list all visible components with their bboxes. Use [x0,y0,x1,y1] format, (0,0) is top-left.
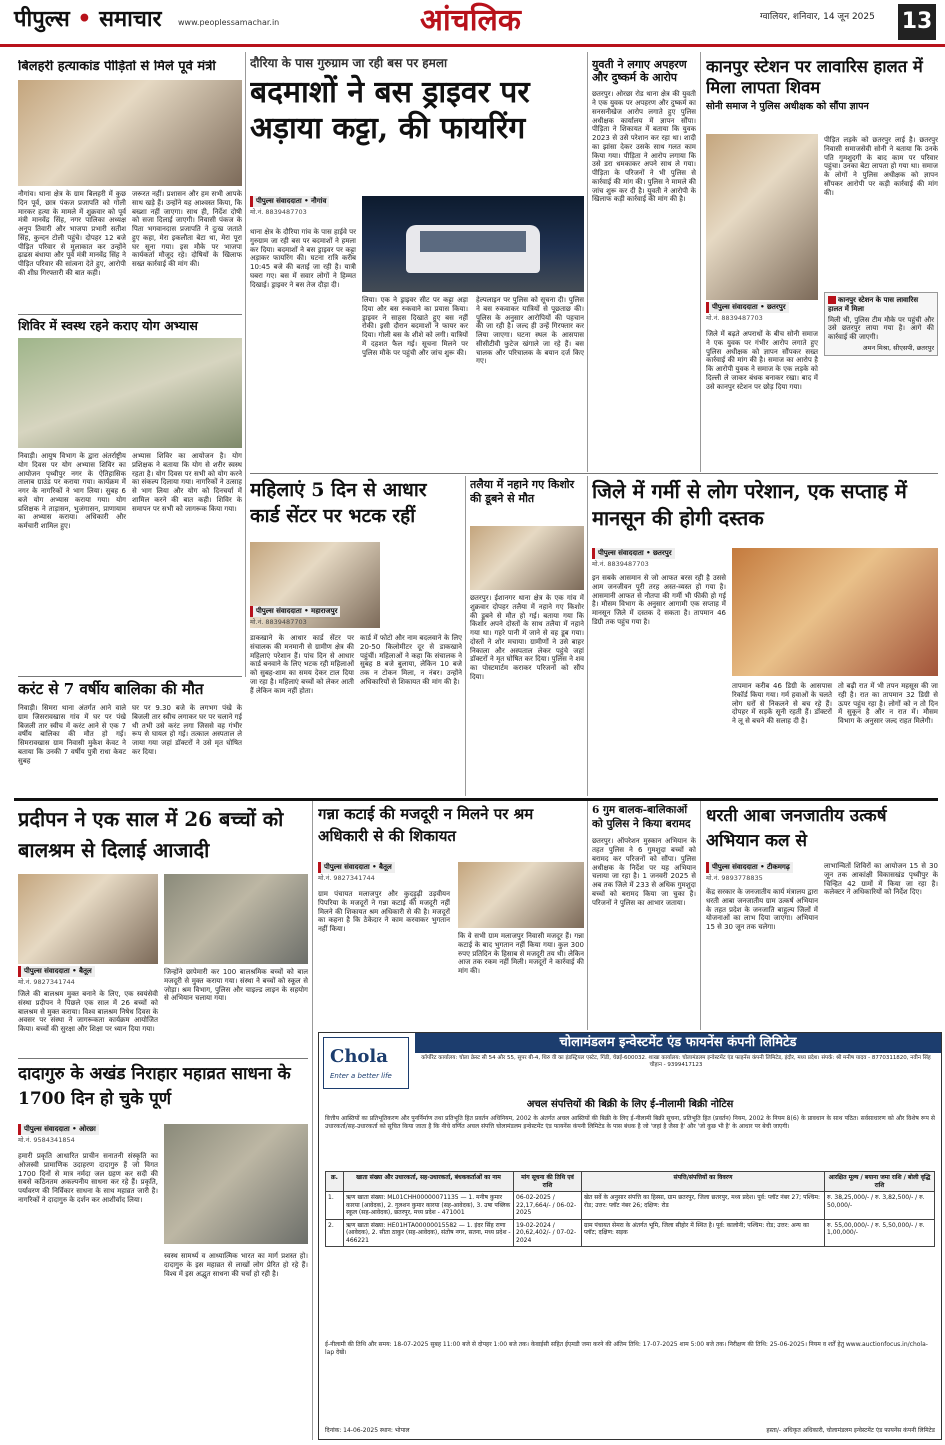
article-photo [18,338,242,448]
article-body: नौगांव। थाना क्षेत्र के ग्राम बिलहरी में कुछ दिन पूर्व, छात्र पंकज प्रजापति को गोली मारकर हत्या के मामले में शुक्रवार को पूर्व मंत्री मानवेंद्र सिंह, नगर पालिका अध्यक्ष अनूप तिवारी और भाजपा प्रभारी सतीश सिंह, कुन्दन टोली पहुंचे। दोपहर 12 बजे पीड़ित परिवार से मुलाकात कर उन्होंने ढ़ाढस बंधाया और पूर्व मंत्री मानवेंद्र सिंह ने पीड़ित परिवार की सांत्वना देते हुए, आरोपी की शीघ्र गिरफ्तारी की बात कही। [18,190,126,277]
notice-signature [325,1427,935,1435]
article-body-continued: जिन्होंने छापेमारी कर 100 बालश्रमिक बच्चों को बाल मजदूरी से मुक्त कराया गया। संस्था ने बच्चों को स्कूल से जोड़ा। श्रम विभाग, पुलिस और चाइल्ड लाइन के सहयोग से अभियान चलाया गया। [164,968,308,1003]
quote-title: कानपुर स्टेशन के पास लावारिस हालत में मिला [828,296,919,313]
article-body: छतरपुर। ऑपरेशन मुस्कान अभियान के तहत पुलिस ने 6 गुमशुदा बच्चों को बरामद कर परिजनों को सौंपा। पुलिस अधीक्षक के निर्देश पर यह अभियान चलाया जा रहा है। 1 जनवरी 2025 से अब तक जिले में 233 से अधिक गुमशुदा बच्चों को बरामद किया जा चुका है। परिजनों ने पुलिस का आभार जताया। [592,837,696,907]
reporter-mobile: मो.नं. 8839487703 [706,313,763,322]
byline: पीपुल्स संवाददाता • ओरछा [18,1124,99,1135]
quote-icon [828,296,836,304]
article-child-labour [18,804,308,1052]
column-header: आरक्षित मूल्य / बयाना जमा राशि / बोली वृद्धि राशि [825,1172,935,1192]
article-body-col2: तापमान करीब 46 डिग्री के आसपास रिकॉर्ड किया गया। गर्म हवाओं के चलते लोग घरों से निकलने से बच रहे हैं। दोपहर में सड़कें सूनी रहती हैं। डॉक्टरों ने लू से बचने की सलाह दी है। [732,682,832,725]
table-row [326,1219,935,1247]
article-body: छतरपुर। ईशानगर थाना क्षेत्र के एक गांव में शुक्रवार दोपहर तलैया में नहाने गए किशोर की डूबने से मौत हो गई। बताया गया कि किशोर अपने दोस्तों के साथ तलैया में नहाने गया था। गहरे पानी में जाने से वह डूब गया। दोस्तों ने शोर मचाया। ग्रामीणों ने उसे बाहर निकाला और अस्पताल लेकर पहुंचे जहां डॉक्टरों ने मृत घोषित कर दिया। पुलिस ने शव का पोस्टमार्टम कराकर परिजनों को सौंप दिया। [470,594,584,681]
headline: बिलहरी हत्याकांड पीड़ितों से मिले पूर्व मंत्री [18,60,216,74]
byline: पीपुल्स संवाददाता • छतरपुर [592,548,675,559]
reporter-mobile: मो.नं. 8839487703 [250,207,307,216]
article-body-col3: तो बढ़ी रात में भी तपन महसूस की जा रही है। रात का तापमान 32 डिग्री से ऊपर पहुंच रहा है। लोगों को न तो दिन में सुकून है और न रात में। मौसम विभाग के अनुसार जल्द राहत मिलेगी। [838,682,938,725]
byline: पीपुल्स संवाददाता • बैतूल [18,966,95,977]
byline: पीपुल्स संवाददाता • नौगांव [250,196,329,207]
masthead [0,0,945,48]
article-body: निवाड़ी। सिमरा थाना अंतर्गत आने वाले ग्राम जिसरावखास गांव में घर पर पंखे बिजली तार स्वीच में करंट आने से एक 7 वर्षीय बालिका की मौत हो गई। सिमरावखास ग्राम निवासी मुकेश केवट ने बताया कि उनकी 7 वर्षीय पुत्री राधा केवट सुबह [18,704,126,765]
table-cell: 06-02-2025 / 22,17,664/- / 06-02-2025 [514,1192,582,1220]
table-header-row [326,1172,935,1192]
article-body: डाकखाने के आधार कार्ड सेंटर पर संचालक की मनमानी से ग्रामीण क्षेत्र की महिलाएं परेशान हैं। पांच दिन से आधार कार्ड बनवाने के लिए भटक रही महिलाओं को सुबह-शाम का समय देकर टाल दिया जा रहा है। महिलाएं बच्चों को लेकर आती हैं लेकिन काम नहीं होता। [250,634,354,695]
article-body-continued: जरूरत नहीं। प्रशासन और हम सभी आपके साथ खड़े हैं। उन्होंने यह आश्वस्त किया, कि बख्शा नहीं जाएगा। साथ ही, निर्देश दोषी को सजा दिलाई जाएगी। निवासी पंकज के पिता भगवानदास प्रजापति ने दुःख जताते हुए कहा, मेरा इकलौता बेटा था, मेरा पूरा घर सूना गया। इस मौके पर भाजपा कार्यकर्ता मौजूद रहे। दोषियों के खिलाफ सख्त कार्रवाई की मांग की। [132,190,242,268]
headline: प्रदीपन ने एक साल में 26 बच्चों को बालश्रम से दिलाई आजादी [18,807,284,862]
kicker: दौरिया के पास गुरुग्राम जा रही बस पर हमला [250,56,448,70]
headline: धरती आबा जनजातीय उत्कर्ष अभियान कल से [706,806,887,851]
byline: पीपुल्स संवाददाता • टीकमगढ़ [706,862,793,873]
police-quote-box [824,292,938,356]
headline: महिलाएं 5 दिन से आधार कार्ड सेंटर पर भटक रहीं [250,479,427,527]
company-name: चोलामंडलम इन्वेस्टमेंट एंड फायनेंस कंपनी लिमिटेड [415,1033,941,1053]
divider [18,314,242,315]
article-body-continued: घर पर 9.30 बजे के लगभग पंखे के बिजली तार स्वीच लगाकर घर पर चलाने गई थी तभी उसे करंट लगा जिससे वह गंभीर रूप से घायल हो गई। तत्काल अस्पताल ले जाया गया जहां डॉक्टरों ने उसे मृत घोषित कर दिया। [132,704,242,756]
article-photo [458,862,584,928]
article-body-continued: लाभान्वितों शिविरों का आयोजन 15 से 30 जून तक आकांक्षी विकासखंड पृथ्वीपुर के चिन्हित 42 ग्रामों में किया जा रहा है। कलेक्टर ने अधिकारियों को निर्देश दिए। [824,862,938,897]
article-bus-attack [250,56,584,476]
headline: करंट से 7 वर्षीय बालिका की मौत [18,680,204,698]
table-cell: 1. [326,1192,344,1220]
article-photo [706,134,818,300]
article-photo-2 [164,874,308,964]
auction-table [325,1171,935,1247]
logo-tagline: Enter a better life [330,1072,392,1080]
article-photo [18,80,242,186]
article-body: जिले में बढ़ते अपराधों के बीच सोनी समाज ने एक युवक पर गंभीर आरोप लगाते हुए पुलिस अधीक्षक को ज्ञापन सौंपकर सख्त कार्रवाई की मांग की है। समाज का आरोप है कि आरोपी युवक ने समाज के एक लड़के को दिल्ली ले जाकर बंधक बनाकर रखा। बाद में उसे कानपुर स्टेशन पर छोड़ दिया गया। [706,330,818,391]
table-cell: 2. [326,1219,344,1247]
article-body-continued: पीड़ित लड़के को छतरपुर लाई है। छतरपुर निवासी समाजसेवी सोनी ने बताया कि उनके पति गुमशुदगी के बाद काम पर परिवार पहुंचा। उनका बेटा लापता हो गया था। समाज के लोगों ने पुलिस अधीक्षक को ज्ञापन सौंपकर आरोपी पर कड़ी कार्रवाई की मांग की। [824,136,938,197]
table-cell: 19-02-2024 / 20,62,402/- / 07-02-2024 [514,1219,582,1247]
logo-text: Chola [330,1046,388,1067]
article-body: निवाड़ी। आयुष विभाग के द्वारा अंतर्राष्ट्रीय योग दिवस पर योग अभ्यास शिविर का आयोजन पृथ्वीपुर नगर के ऐतिहासिक तालाब ग्राउंड पर कराया गया। कार्यक्रम में नगर के नागरिकों ने भाग लिया। सुबह 6 बजे योग अभ्यास कराया गया। योग प्रशिक्षक ने ताड़ासन, भुजंगासन, प्राणायाम का अभ्यास कराया। अधिकारी और कर्मचारी शामिल हुए। [18,452,126,530]
table-cell: ग्राम पंचायत सेमरा के अंतर्गत भूमि, जिला सीहोर में स्थित है। पूर्व: कालोनी; पश्चिम: रोड; उत्तर: अन्य का प्लॉट; दक्षिण: सड़क [582,1219,825,1247]
article-body-continued: कार्ड में फोटो और नाम बदलवाने के लिए 20-50 किलोमीटर दूर से डाकखाने पहुंचीं। महिलाओं ने कहा कि संचालक ने सुबह 8 बजे बुलाया, लेकिन 10 बजे तक न टोकन मिला, न नंबर। उन्होंने अधिकारियों से शिकायत की मांग की है। [360,634,462,686]
logo-left: पीपुल्स [14,6,70,32]
headline: युवती ने लगाए अपहरण और दुष्कर्म के आरोप [592,58,687,85]
bus-windshield [420,231,527,252]
website-link[interactable]: www.peoplessamachar.in [178,18,280,27]
article-drowning [470,478,584,796]
reporter-mobile: मो.नं. 8839487703 [250,617,307,626]
reporter-mobile: मो.नं. 9584341854 [18,1135,75,1144]
column-divider [700,52,701,472]
column-divider [587,476,588,796]
article-kanpur [706,56,938,472]
reporter-mobile: मो.नं. 8839487703 [592,559,649,568]
headline: दादागुरु के अखंड निराहार महाव्रत साधना के 1700 दिन हो चुके पूर्ण [18,1064,291,1109]
table-cell: ऋण खाता संख्या: HE01HTA00000015582 — 1. इंदर सिंह राणा (आवेदक), 2. सीता ठाकुर (सह-आवेदक), संतोष नगर, सतना, मध्य प्रदेश - 466221 [344,1219,514,1247]
reporter-mobile: मो.नं. 9893778835 [706,873,763,882]
newspaper-logo [14,6,162,34]
auction-notice-ad [318,1032,942,1440]
divider [18,676,242,677]
sign-place-date: दिनांक: 14-06-2025 स्थान: भोपाल [325,1427,410,1434]
divider [250,473,938,474]
article-photo [732,548,938,676]
quote-sign: अमन मिश्रा, सीएसपी, छतरपुर [862,343,934,352]
bus-photo [362,196,584,292]
byline: पीपुल्स संवाददाता • छतरपुर [706,302,789,313]
article-yoga [18,318,242,648]
company-address: कॉर्पोरेट कार्यालय: चोला क्रेस्ट सी 54 और 55, सुपर बी-4, थिरु वी का इंडस्ट्रियल एस्टेट, गिंडी, चेन्नई-600032. शाखा कार्यालय: चोलामंडलम इन्वेस्टमेंट एंड फाइनेंस कंपनी लिमिटेड, इंदौर, मध्य प्रदेश। संपर्क: श्री मनीष यादव - 8770311820, नवीन सिंह चौहान - 9399417123 [421,1055,931,1068]
article-body-col2: लिया। एक ने ड्राइवर सीट पर कट्टा अड़ा दिया और बस रुकवाने का प्रयास किया। ड्राइवर ने साहस दिखाते हुए बस नहीं रोकी। इसी दौरान बदमाशों ने फायर कर दिया। गोली बस के शीशे को लगी। यात्रियों में दहशत फैल गई। सूचना मिलने पर पुलिस मौके पर पहुंची और जांच शुरू की। [362,296,468,357]
headline: बदमाशों ने बस ड्राइवर पर अड़ाया कट्टा, की फायरिंग [250,75,530,146]
column-header: संपत्ति/संपत्तियों का विवरण [582,1172,825,1192]
article-photo [164,1124,308,1244]
article-missing-children [592,804,696,1030]
headline: जिले में गर्मी से लोग परेशान, एक सप्ताह में मानसून की होगी दस्तक [592,479,907,530]
table-cell: रु. 38,25,000/- / रु. 3,82,500/- / रु. 50,000/- [825,1192,935,1220]
article-body: इन सबके आसमान से जो आफत बरस रही है उससे आम जनजीवन पूरी तरह अस्त-व्यस्त हो गया है। आसमानी आफत से नौतपा की गर्मी भी फीकी हो गई है। मौसम विभाग के अनुसार आगामी एक सप्ताह में मानसून जिले में दस्तक दे सकता है। तापमान 46 डिग्री तक पहुंच गया है। [592,574,726,626]
headline: कानपुर स्टेशन पर लावारिस हालत में मिला लापता शिवम [706,57,923,98]
byline: पीपुल्स संवाददाता • महाराजपुर [250,606,340,617]
column-header: खाता संख्या और उधारकर्ता, सह-उधारकर्ता, बंधककर्ताओं का नाम [344,1172,514,1192]
article-body: ग्राम पंचायत मलाजपुर और कुदड़ुढ़ी उड़वीयन पिपरिया के मजदूरों ने गन्ना कटाई की मजदूरी नहीं मिलने की शिकायत श्रम अधिकारी से की है। मजदूरों का कहना है कि ठेकेदार ने काम करवाकर भुगतान नहीं किया। [318,890,450,933]
article-body-continued: अभ्यास शिविर का आयोजन है। योग प्रशिक्षक ने बताया कि योग से शरीर स्वस्थ रहता है। योग दिवस पर सभी को योग करने का संकल्प दिलाया गया। नागरिकों ने उत्साह से भाग लिया और योग को दिनचर्या में शामिल करने की बात कही। शिविर के समापन पर सभी को जागरूक किया गया। [132,452,242,513]
quote-body: मिली थी, पुलिस टीम मौके पर पहुंची और उसे छतरपुर लाया गया है। आगे की कार्रवाई की जाएगी। [828,315,934,341]
headline: शिविर में स्वस्थ रहने कराए योग अभ्यास [18,318,198,333]
article-body: केंद्र सरकार के जनजातीय कार्य मंत्रालय द्वारा धरती आबा जनजातीय ग्राम उत्कर्ष अभियान के तहत प्रदेश के जनजाति बाहुल्य जिलों में योजनाओं का लाभ दिया जाएगा। अभियान 15 से 30 जून तक चलेगा। [706,888,818,931]
article-body: छतरपुर। ओरछा रोड थाना क्षेत्र की युवती ने एक युवक पर अपहरण और दुष्कर्म का सनसनीखेज आरोप लगाते हुए पुलिस अधीक्षक कार्यालय में ज्ञापन सौंपा। पीड़िता ने शिकायत में बताया कि युवक 2023 से उसे परेशान कर रहा था। शादी का झांसा देकर उसके साथ गलत काम किया गया। पीड़िता ने आरोप लगाया कि उसे डरा धमकाकर अपने साथ ले गया। पीड़िता के परिजनों ने भी पुलिस से कार्रवाई की मांग की। पुलिस ने मामले की जांच शुरू कर दी है। युवती ने आरोपी के खिलाफ कड़ी कार्रवाई की मांग की है। [592,90,696,204]
column-header: मांग सूचना की तिथि एवं राशि [514,1172,582,1192]
article-body: थाना क्षेत्र के दौरिया गांव के पास हाईवे पर गुरुग्राम जा रही बस पर बदमाशों ने हमला कर दिया। बदमाशों ने बस ड्राइवर पर कट्टा अड़ाकर फायरिंग की। घटना रात्रि करीब 10:45 बजे की बताई जा रही है। यात्री घबरा गए। बस में सवार लोगों ने हिम्मत दिखाई। ड्राइवर ने बस तेज दौड़ा दी। [250,228,356,289]
table-cell: खेत सर्वे के अनुसार संपत्ति का हिस्सा, ग्राम छतरपुर, जिला छतरपुर, मध्य प्रदेश। पूर्व: प्लॉट नंबर 27; पश्चिम: रोड; उत्तर: प्लॉट नंबर 26; दक्षिण: रोड [582,1192,825,1220]
headline: तलैया में नहाने गए किशोर की डूबने से मौत [470,478,575,506]
headline: गन्ना कटाई की मजदूरी न मिलने पर श्रम अधिकारी से की शिकायत [318,805,534,845]
article-heat [592,478,938,796]
column-divider [465,476,466,796]
article-sugarcane [318,804,584,1030]
byline: पीपुल्स संवाददाता • बैतूल [318,862,395,873]
section-title: आंचलिक [420,3,521,38]
column-divider [312,800,313,1440]
masthead-rule [0,44,945,47]
article-photo-1 [18,874,158,964]
column-header: क्र. [326,1172,344,1192]
sign-officer: हस्ता/- अधिकृत अधिकारी, चोलामंडलम इन्वेस्टमेंट एंड फायनेंस कंपनी लिमिटेड [766,1427,935,1434]
article-photo [470,526,584,590]
chola-logo [323,1037,409,1089]
article-body: हमारी प्रकृति आधारित प्राचीन सनातनी संस्कृति का ओजस्वी प्रामाणिक उदाहरण दादागुरु हैं जो विगत 1700 दिनों से मात्र नर्मदा जल ग्रहण कर सदी की सबसे कठिनतम अकल्पनीय साधना कर रहे हैं। प्रकृति, पर्यावरण की निर्विकार साधना के साथ महाव्रत जारी है। नागरिकों ने दादागुरु के दर्शन कर आशीर्वाद लिया। [18,1152,158,1204]
notice-footer: ई-नीलामी की तिथि और समय: 18-07-2025 सुबह 11:00 बजे से दोपहर 1:00 बजे तक। केवाईसी सहित ईएमडी जमा करने की अंतिम तिथि: 17-07-2025 शाम 5:00 बजे तक। निरीक्षण की तिथि: 25-06-2025। नियम व शर्तें हेतु www.auctionfocus.in/chola-lap देखें। [325,1341,928,1356]
table-cell: ऋण खाता संख्या: ML01CHH00000071135 — 1. मनीष कुमार कारया (आवेदक), 2. गुलशन कुमार कारया (सह-आवेदक), 3. उषा पब्लिक स्कूल (सह-आवेदक), छतरपुर, मध्य प्रदेश - 471001 [344,1192,514,1220]
article-aadhaar [250,478,462,796]
page-number: 13 [898,4,936,40]
divider [18,1058,308,1059]
article-dadaguru [18,1062,308,1440]
reporter-mobile: मो.नं. 9827341744 [318,873,375,882]
article-body: जिले की बालश्रम मुक्त बनाने के लिए, एक स्वयंसेवी संस्था प्रदीपन ने पिछले एक साल में 26 बच्चों को बालश्रम से मुक्त कराया। विश्व बालश्रम निषेध दिवस के अवसर पर संस्था ने जागरूकता कार्यक्रम आयोजित किया। बच्चों की सुरक्षा और शिक्षा पर ध्यान दिया गया। [18,990,158,1033]
column-divider [587,800,588,1030]
column-divider [700,800,701,1030]
article-body-continued: कि वे सभी ग्राम मलाजपुर निवासी मजदूर हैं। गन्ना कटाई के बाद भुगतान नहीं किया गया। कुल 300 रुपए प्रतिदिन के हिसाब से मजदूरी तय थी। लेकिन आज तक रकम नहीं मिली। मजदूरों ने कार्रवाई की मांग की। [458,932,584,975]
column-divider [245,52,246,677]
logo-separator: • [69,6,100,32]
article-dharti-aaba [706,804,938,1030]
column-divider [587,52,588,472]
table-cell: रु. 55,00,000/- / रु. 5,50,000/- / रु. 1,00,000/- [825,1219,935,1247]
reporter-mobile: मो.नं. 9827341744 [18,977,75,986]
article-bilhari [18,60,242,310]
article-body-continued: स्वस्थ सामर्थ्य व आध्यात्मिक भारत का मार्ग प्रशस्त हो। दादागुरु के इस महाव्रत से लाखों लोग प्रेरित हो रहे हैं। विश्व में इस अद्भुत साधना की चर्चा हो रही है। [164,1252,308,1278]
table-row [326,1192,935,1220]
ad-header [319,1033,941,1095]
article-abduction [592,58,696,472]
notice-body: वित्तीय आस्तियों का प्रतिभूतिकरण और पुनर्निर्माण तथा प्रतिभूति हित प्रवर्तन अधिनियम, 2002 के अंतर्गत अचल आस्तियों की बिक्री के लिए ई-नीलामी बिक्री सूचना, प्रतिभूति हित (प्रवर्तन) नियम, 2002 के नियम 8(6) के प्रावधान के साथ पठित। सर्वसाधारण को और विशेष रूप से उधारकर्ता/सह-उधारकर्ता को सूचित किया जाता है कि नीचे वर्णित अचल संपत्ति चोलामंडलम इन्वेस्टमेंट एंड फायनेंस कंपनी लिमिटेड के पास बंधक है जो 'जहां है जैसा है' और 'जो कुछ भी है' के आधार पर बेची जाएगी। [325,1115,935,1130]
notice-title: अचल संपत्तियों की बिक्री के लिए ई-नीलामी बिक्री नोटिस [526,1099,734,1110]
headline: 6 गुम बालक-बालिकाओं को पुलिस ने किया बरामद [592,804,691,830]
article-body-col3: हेल्पलाइन पर पुलिस को सूचना दी। पुलिस ने बस रुकवाकर यात्रियों से पूछताछ की। पुलिस के अनुसार आरोपियों की पहचान की जा रही है। जल्द ही उन्हें गिरफ्तार कर लिया जाएगा। घटना स्थल के आसपास सीसीटीवी फुटेज खंगाले जा रहे हैं। बस चालक और परिचालक के बयान दर्ज किए गए। [476,296,584,366]
dateline: ग्वालियर, शनिवार, 14 जून 2025 [760,12,875,22]
section-rule [14,798,938,801]
logo-right: समाचार [99,6,162,32]
subhead: सोनी समाज ने पुलिस अधीक्षक को सौंपा ज्ञापन [706,100,869,112]
